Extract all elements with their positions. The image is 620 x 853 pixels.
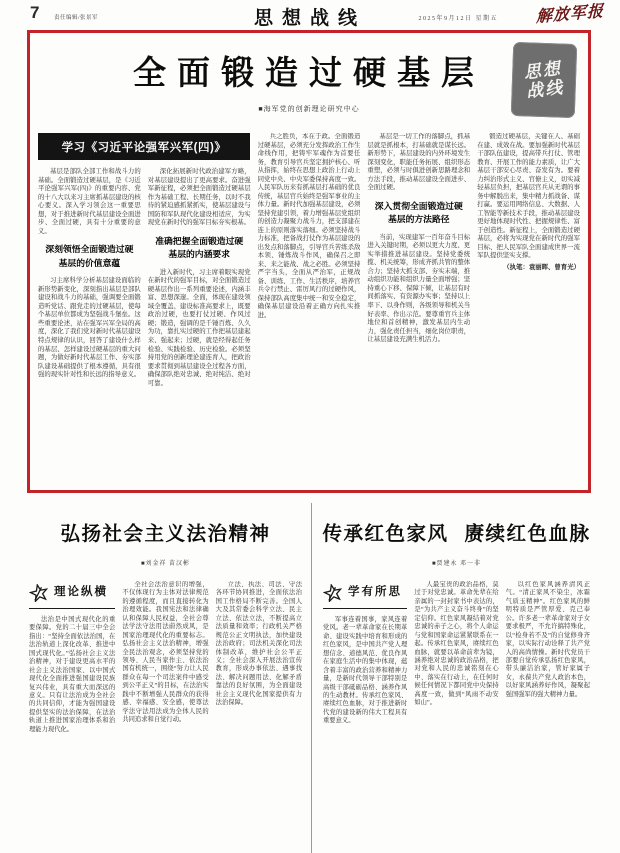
feature-headline: 全面锻造过硬基层 bbox=[133, 54, 485, 91]
body-text: 基层是部队全部工作和战斗力的基础。全面锻造过硬基层，是《习近平论强军兴军(四)》的重要内容、党的十八大以来习主席抓基层建设的核心要义。深入学习领会这一重要思想，对于推进新时代基层建设全面进步、全面过硬，具有十分重要的意义。 bbox=[38, 168, 141, 235]
star-icon bbox=[29, 584, 49, 602]
article-column-3 bbox=[216, 581, 302, 850]
badge-label: 理论纵横 bbox=[54, 586, 108, 599]
page-number: 7 bbox=[30, 3, 40, 22]
article-column-2 bbox=[122, 581, 208, 850]
article-column-2 bbox=[414, 581, 498, 850]
body-text: 兵之胜负，本在于政。全面锻造过硬基层，必须充分发挥政治工作生命线作用，把铸牢军魂作为首要任务，教育引导官兵坚定拥护核心、听从指挥，始终在思想上政治上行动上同党中央、中央军委保持高度一致。人民军队历来有抓基层打基础的优良传统，基层官兵始终是强军事业的主体力量。新时代加强基层建设，必须坚持党建引领，着力增强基层党组织的创造力凝聚力战斗力，把支部建在连上的原则落实落细。必须坚持战斗力标准，把备战打仗作为基层建设的出发点和落脚点，引导官兵苦练杀敌本领、锤炼战斗作风，确保召之即来、来之能战、战之必胜。必须坚持严字当头，全面从严治军，正规战备、训练、工作、生活秩序，培养官兵令行禁止、雷厉风行的过硬作风，保持部队高度集中统一和安全稳定，确保基层建设沿着正确方向扎实推进。 bbox=[257, 133, 361, 319]
page-header bbox=[0, 0, 620, 29]
body-text: 法治是中国式现代化的重要保障。党的二十届三中全会指出：“坚持全面依法治国，在法治轨道上深化改革、推进中国式现代化。”弘扬社会主义法治精神，对于建设更高水平的社会主义法治国家、以中国式现代化全面推进强国建设民族复兴伟业，具有重大而深远的意义。只有让法治成为全社会的共同信仰，才能为强国建设提供坚实的法治保障，在法治轨道上推进国家治理体系和治理能力现代化。 bbox=[29, 616, 116, 733]
body-text: 立法、执法、司法、守法各环节协同推进，全面依法治国工作格局不断完善。全国人大及其常委会科学立法、民主立法、依法立法，不断提高立法质量和效率；行政机关严格规范公正文明执法，加快建设法治政府；司法机关深化司法体制改革，维护社会公平正义；全社会深入开展法治宣传教育，形成办事依法、遇事找法、解决问题用法、化解矛盾靠法的良好氛围，为全面建设社会主义现代化国家提供有力法治保障。 bbox=[215, 581, 302, 707]
feature-column-3 bbox=[258, 133, 361, 482]
subhead-3: 深入贯彻全面锻造过硬基层的方法路径 bbox=[374, 200, 463, 225]
article-column-1 bbox=[323, 581, 407, 850]
feature-columns bbox=[38, 133, 580, 482]
body-text: 当前，实现建军一百年奋斗目标进入关键时期，必须以更大力度、更实举措推进基层建设。坚持党委统揽、机关统筹，形成齐抓共管的整体合力；坚持大抓支部、夯实末端，推动组织功能和组织力量全面增强；坚持重心下移、保障下倾，让基层有时间抓落实、有资源办实事；坚持以上率下、以身作则，各级领导和机关当好表率、作出示范。要尊重官兵主体地位和首创精神，激发基层内生动力，强化责任担当，细化岗位职责，让基层建设充满生机活力。 bbox=[367, 233, 471, 344]
seal-line2: 战线 bbox=[525, 77, 566, 102]
article-red-family-tradition bbox=[321, 505, 592, 853]
body-text: 以红色家风涵养清风正气。“清正家风不染尘，冰霜气质玉精神”。红色家风的鲜明特质是严管厚爱、克己奉公。许多老一辈革命家对子女要求极严，不允许搞特殊化，以“检身若不及”的自觉修身齐家，以实际行动诠释了共产党人的高尚情操。新时代党员干部要自觉传承弘扬红色家风，带头廉洁治家，管好家属子女，永葆共产党人政治本色，以好家风涵养好作风，凝聚起强国强军的强大精神力量。 bbox=[505, 581, 590, 698]
body-text: 基层是一切工作的落脚点，抓基层就是抓根本，打基础就是谋长远。新形势下，基层建设的内外环境发生深刻变化，职能任务拓展、组织形态重塑，必须与时俱进创新思路理念和方法手段，推动基层建设全面进步、全面过硬。 bbox=[367, 133, 471, 192]
feature-column-2 bbox=[148, 133, 251, 482]
body-text: 锻造过硬基层，关键在人、基础在建、成效在战。要加强新时代基层干部队伍建设，提高带兵打仗、管理教育、开展工作的能力素质，让广大基层干部安心尽责、奋发有为。要着力纠治形式主义、官僚主义，切实减轻基层负担，把基层官兵从无谓的事务中解脱出来，集中精力抓战备、谋打赢。要运用网络信息、大数据、人工智能等新技术手段，推动基层建设更好地体现时代性、把握规律性、富于创造性。新征程上，全面锻造过硬基层，必将为实现党在新时代的强军目标、把人民军队全面建成世界一流军队提供坚实支撑。 bbox=[477, 133, 580, 260]
article-rule-of-law bbox=[27, 505, 304, 853]
body-text: 全社会法治意识的增强，不仅体现行为主体对法律规范的遵循程度，而且直接转化为治理效能。我国宪法和法律确认和保障人民权益，全社会尊法学法守法用法蔚然成风，是国家治理现代化的重要标志。弘扬社会主义法治精神，增强全民法治观念，必须坚持党的领导、人民当家作主、依法治国有机统一，围绕“努力让人民群众在每一个司法案件中感受到公平正义”的目标，在法治实践中不断增强人民群众的获得感、幸福感、安全感，使尊法学法守法用法成为全体人民的共同追求和自觉行动。 bbox=[122, 581, 209, 723]
seal-text bbox=[523, 59, 565, 101]
feature-byline: ■海军党的创新理论研究中心 bbox=[258, 105, 360, 113]
article-byline: ■刘金祥 苗汉彬 bbox=[140, 561, 191, 567]
writer-attribution: （执笔：袁丽晖、曾育光） bbox=[503, 263, 580, 271]
body-text: 人最宝贵的政治品格，莫过于对党忠诚。革命先辈在给亲属的一封封家书中表达的，是“为共产主义奋斗终身”的坚定信仰。红色家风凝结着对党忠诚的赤子之心，将个人命运与党和国家命运紧紧联系在一起。传承红色家风，赓续红色血脉，就要以革命前辈为镜，涵养绝对忠诚的政治品格，把对党和人民的忠诚铭刻在心中、落实在行动上，在任何时候任何情况下都同党中央保持高度一致，做到“风雨不动安如山”。 bbox=[414, 581, 499, 707]
feature-article-box bbox=[27, 30, 591, 493]
study-series-banner: 学习《习近平论强军兴军(四)》 bbox=[38, 133, 250, 160]
editor-credit: 责任编辑/张景军 bbox=[54, 15, 99, 21]
headline-part-1: 传承红色家风 bbox=[322, 523, 449, 545]
article-headline bbox=[321, 518, 592, 546]
headline-part-2: 赓续红色血脉 bbox=[464, 523, 591, 545]
article-columns bbox=[29, 581, 302, 850]
section-title: 思想战线 bbox=[253, 8, 366, 29]
subhead-2: 准确把握全面锻造过硬基层的内涵要求 bbox=[155, 235, 244, 260]
body-text: 习主席科学分析基层建设面临的新形势新变化，深刻指出基层是部队建设和战斗力的基础，强调要全面锻造听党话、跟党走的过硬基层，使每个基层单位都成为坚强战斗堡垒。这些重要论述，站在强军兴军全局的高度，深化了我们党对新时代基层建设特点规律的认识，回答了建设什么样的基层、怎样建设过硬基层的重大问题，为做好新时代基层工作、夯实部队建设基础提供了根本遵循，具有很强的现实针对性和长远的指导意义。 bbox=[38, 277, 141, 379]
body-text: 深化拓展新时代政治建军方略，对基层建设提出了更高要求。奋进强军新征程，必须把全面锻造过硬基层作为基础工程、长期任务，以时不我待的紧迫感抓紧抓实，使基层建设与国防和军队现代化建设相适应，为实现党在新时代的强军目标夯实根基。 bbox=[147, 168, 251, 227]
article-column-1 bbox=[29, 581, 115, 850]
subhead-1: 深刻领悟全面锻造过硬基层的价值意蕴 bbox=[45, 244, 134, 268]
article-headline: 弘扬社会主义法治精神 bbox=[60, 523, 271, 545]
feature-column-1 bbox=[38, 133, 141, 482]
calligraphy-seal bbox=[511, 42, 578, 118]
body-text: 进入新时代，习主席着眼实现党在新时代的强军目标，对全面锻造过硬基层作出一系列重要论述，内涵丰富、思想深邃。全面，体现在建设领域全覆盖、建设标准高要求上，既要政治过硬，也要打仗过硬、作风过硬；锻造，强调的是千锤百炼、久久为功，靠扎实过硬的工作把基层建起来、强起来；过硬，就是经得起任务检验、实践检验、历史检验。必须坚持用党的创新理论建连育人，把政治要求贯彻到基层建设全过程各方面，确保部队绝对忠诚、绝对纯洁、绝对可靠。 bbox=[147, 268, 251, 387]
issue-date: 2025年9月12日 星期五 bbox=[418, 16, 498, 22]
badge-label: 学有所思 bbox=[348, 586, 402, 599]
article-columns bbox=[323, 581, 590, 850]
star-icon bbox=[323, 584, 343, 602]
feature-column-4 bbox=[367, 133, 470, 482]
column-badge bbox=[323, 581, 407, 609]
column-badge bbox=[29, 581, 115, 609]
column-divider-rule bbox=[311, 503, 312, 853]
article-byline: ■贾建永 邓一非 bbox=[431, 561, 482, 567]
seal-line1: 思想 bbox=[522, 58, 563, 83]
feature-column-5 bbox=[477, 133, 580, 482]
article-column-3 bbox=[506, 581, 590, 850]
masthead-logo: 解放军报 bbox=[535, 3, 604, 27]
body-text: 军事连着国事，家风连着党风。老一辈革命家在长期革命、建设实践中培育和形成的红色家风，是中国共产党人理想信念、道德风范、优良作风在家庭生活中的集中体现，蕴含着丰富的政治营养和精神力量，是新时代领导干部特别是高级干部砥砺品格、涵养作风的生动教材。传承红色家风、赓续红色血脉，对于推进新时代党的建设新的伟大工程具有重要意义。 bbox=[323, 616, 408, 725]
